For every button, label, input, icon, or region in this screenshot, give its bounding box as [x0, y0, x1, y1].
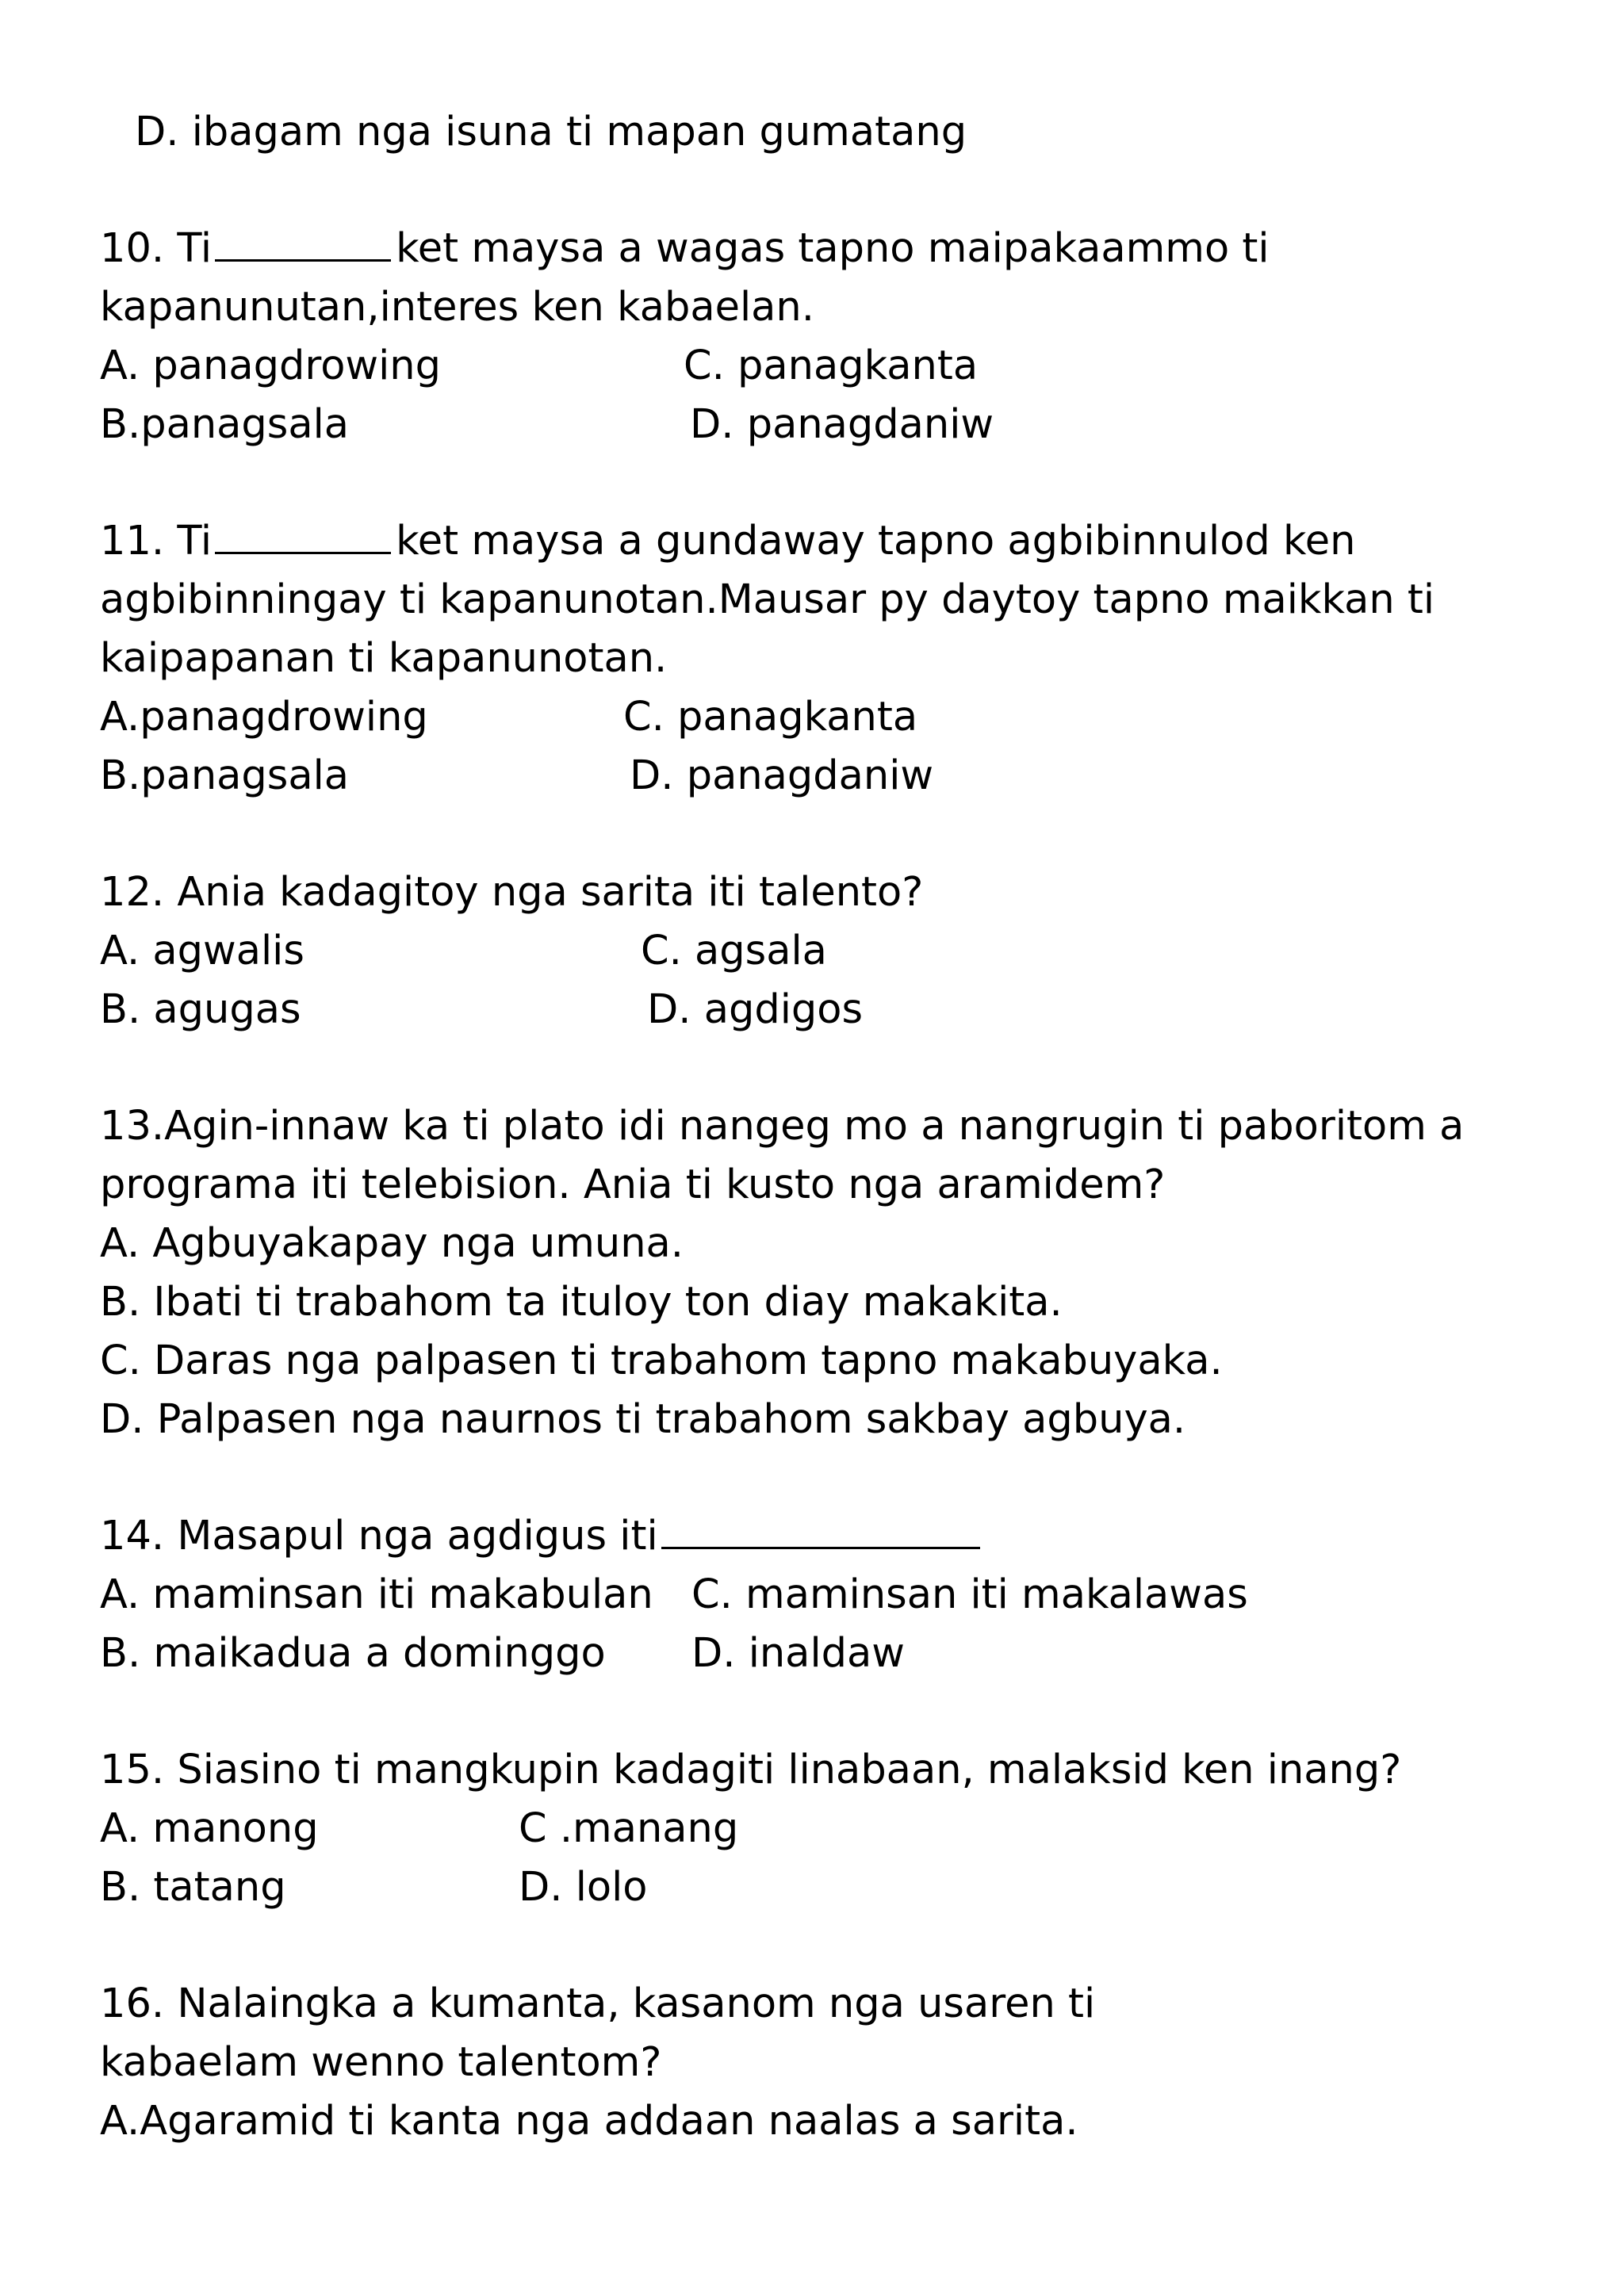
q10-stem: [100, 220, 1270, 278]
q10-option-c: C. panagkanta: [684, 342, 979, 389]
q10-option-d: D. panagdaniw: [690, 401, 994, 448]
q11-option-a: A.panagdrowing: [100, 694, 428, 740]
q11-option-d: D. panagdaniw: [630, 752, 934, 799]
q13-stem-line1: 13.Agin-innaw ka ti plato idi nangeg mo a nangrugin ti paboritom a: [100, 1103, 1465, 1150]
q15-option-c: C .manang: [519, 1805, 739, 1852]
q15-option-b: B. tatang: [100, 1864, 286, 1911]
q15-stem: 15. Siasino ti mangkupin kadagiti linabaan, malaksid ken inang?: [100, 1747, 1402, 1793]
q13-option-a: A. Agbuyakapay nga umuna.: [100, 1220, 684, 1267]
q16-stem-line2: kabaelam wenno talentom?: [100, 2039, 662, 2086]
q10-stem-line2: kapanunutan,interes ken kabaelan.: [100, 284, 814, 331]
q11-option-c: C. panagkanta: [623, 694, 918, 740]
q12-option-d: D. agdigos: [647, 986, 864, 1033]
q10-option-a: A. panagdrowing: [100, 342, 441, 389]
q11-option-b: B.panagsala: [100, 752, 350, 799]
q15-option-d: D. lolo: [519, 1864, 648, 1911]
q10-stem-before: 10. Ti: [100, 225, 213, 272]
q12-stem: 12. Ania kadagitoy nga sarita iti talento?: [100, 869, 924, 916]
q10-option-b: B.panagsala: [100, 401, 350, 448]
q14-option-b: B. maikadua a dominggo: [100, 1630, 606, 1677]
q16-stem-line1: 16. Nalaingka a kumanta, kasanom nga usaren ti: [100, 1980, 1096, 2027]
q13-stem-line2: programa iti telebision. Ania ti kusto nga aramidem?: [100, 1161, 1166, 1208]
q13-option-b: B. Ibati ti trabahom ta ituloy ton diay makakita.: [100, 1279, 1063, 1326]
q15-option-a: A. manong: [100, 1805, 319, 1852]
q13-option-d: D. Palpasen nga naurnos ti trabahom sakbay agbuya.: [100, 1396, 1186, 1443]
q10-stem-after: ket maysa a wagas tapno maipakaammo ti: [396, 225, 1270, 272]
q14-answer-blank: [661, 1509, 980, 1549]
q13-option-c: C. Daras nga palpasen ti trabahom tapno makabuyaka.: [100, 1337, 1223, 1384]
q12-option-c: C. agsala: [641, 928, 827, 974]
q16-option-a: A.Agaramid ti kanta nga addaan naalas a sarita.: [100, 2098, 1078, 2145]
q12-option-a: A. agwalis: [100, 928, 304, 974]
q11-stem-line2: agbibinningay ti kapanunotan.Mausar py daytoy tapno maikkan ti: [100, 576, 1435, 623]
q12-option-b: B. agugas: [100, 986, 301, 1033]
q11-stem-after: ket maysa a gundaway tapno agbibinnulod ken: [396, 518, 1356, 564]
q11-stem-before: 11. Ti: [100, 518, 213, 564]
q9-option-d: D. ibagam nga isuna ti mapan gumatang: [135, 109, 967, 155]
q10-answer-blank: [215, 221, 391, 262]
q14-option-a: A. maminsan iti makabulan: [100, 1571, 653, 1618]
q11-stem-line3: kaipapanan ti kapanunotan.: [100, 635, 668, 682]
q11-stem: [100, 512, 1355, 571]
q14-option-c: C. maminsan iti makalawas: [691, 1571, 1248, 1618]
q11-answer-blank: [215, 514, 391, 554]
q14-stem-before: 14. Masapul nga agdigus iti: [100, 1513, 658, 1559]
q14-stem: [100, 1507, 985, 1566]
q14-option-d: D. inaldaw: [691, 1630, 905, 1677]
